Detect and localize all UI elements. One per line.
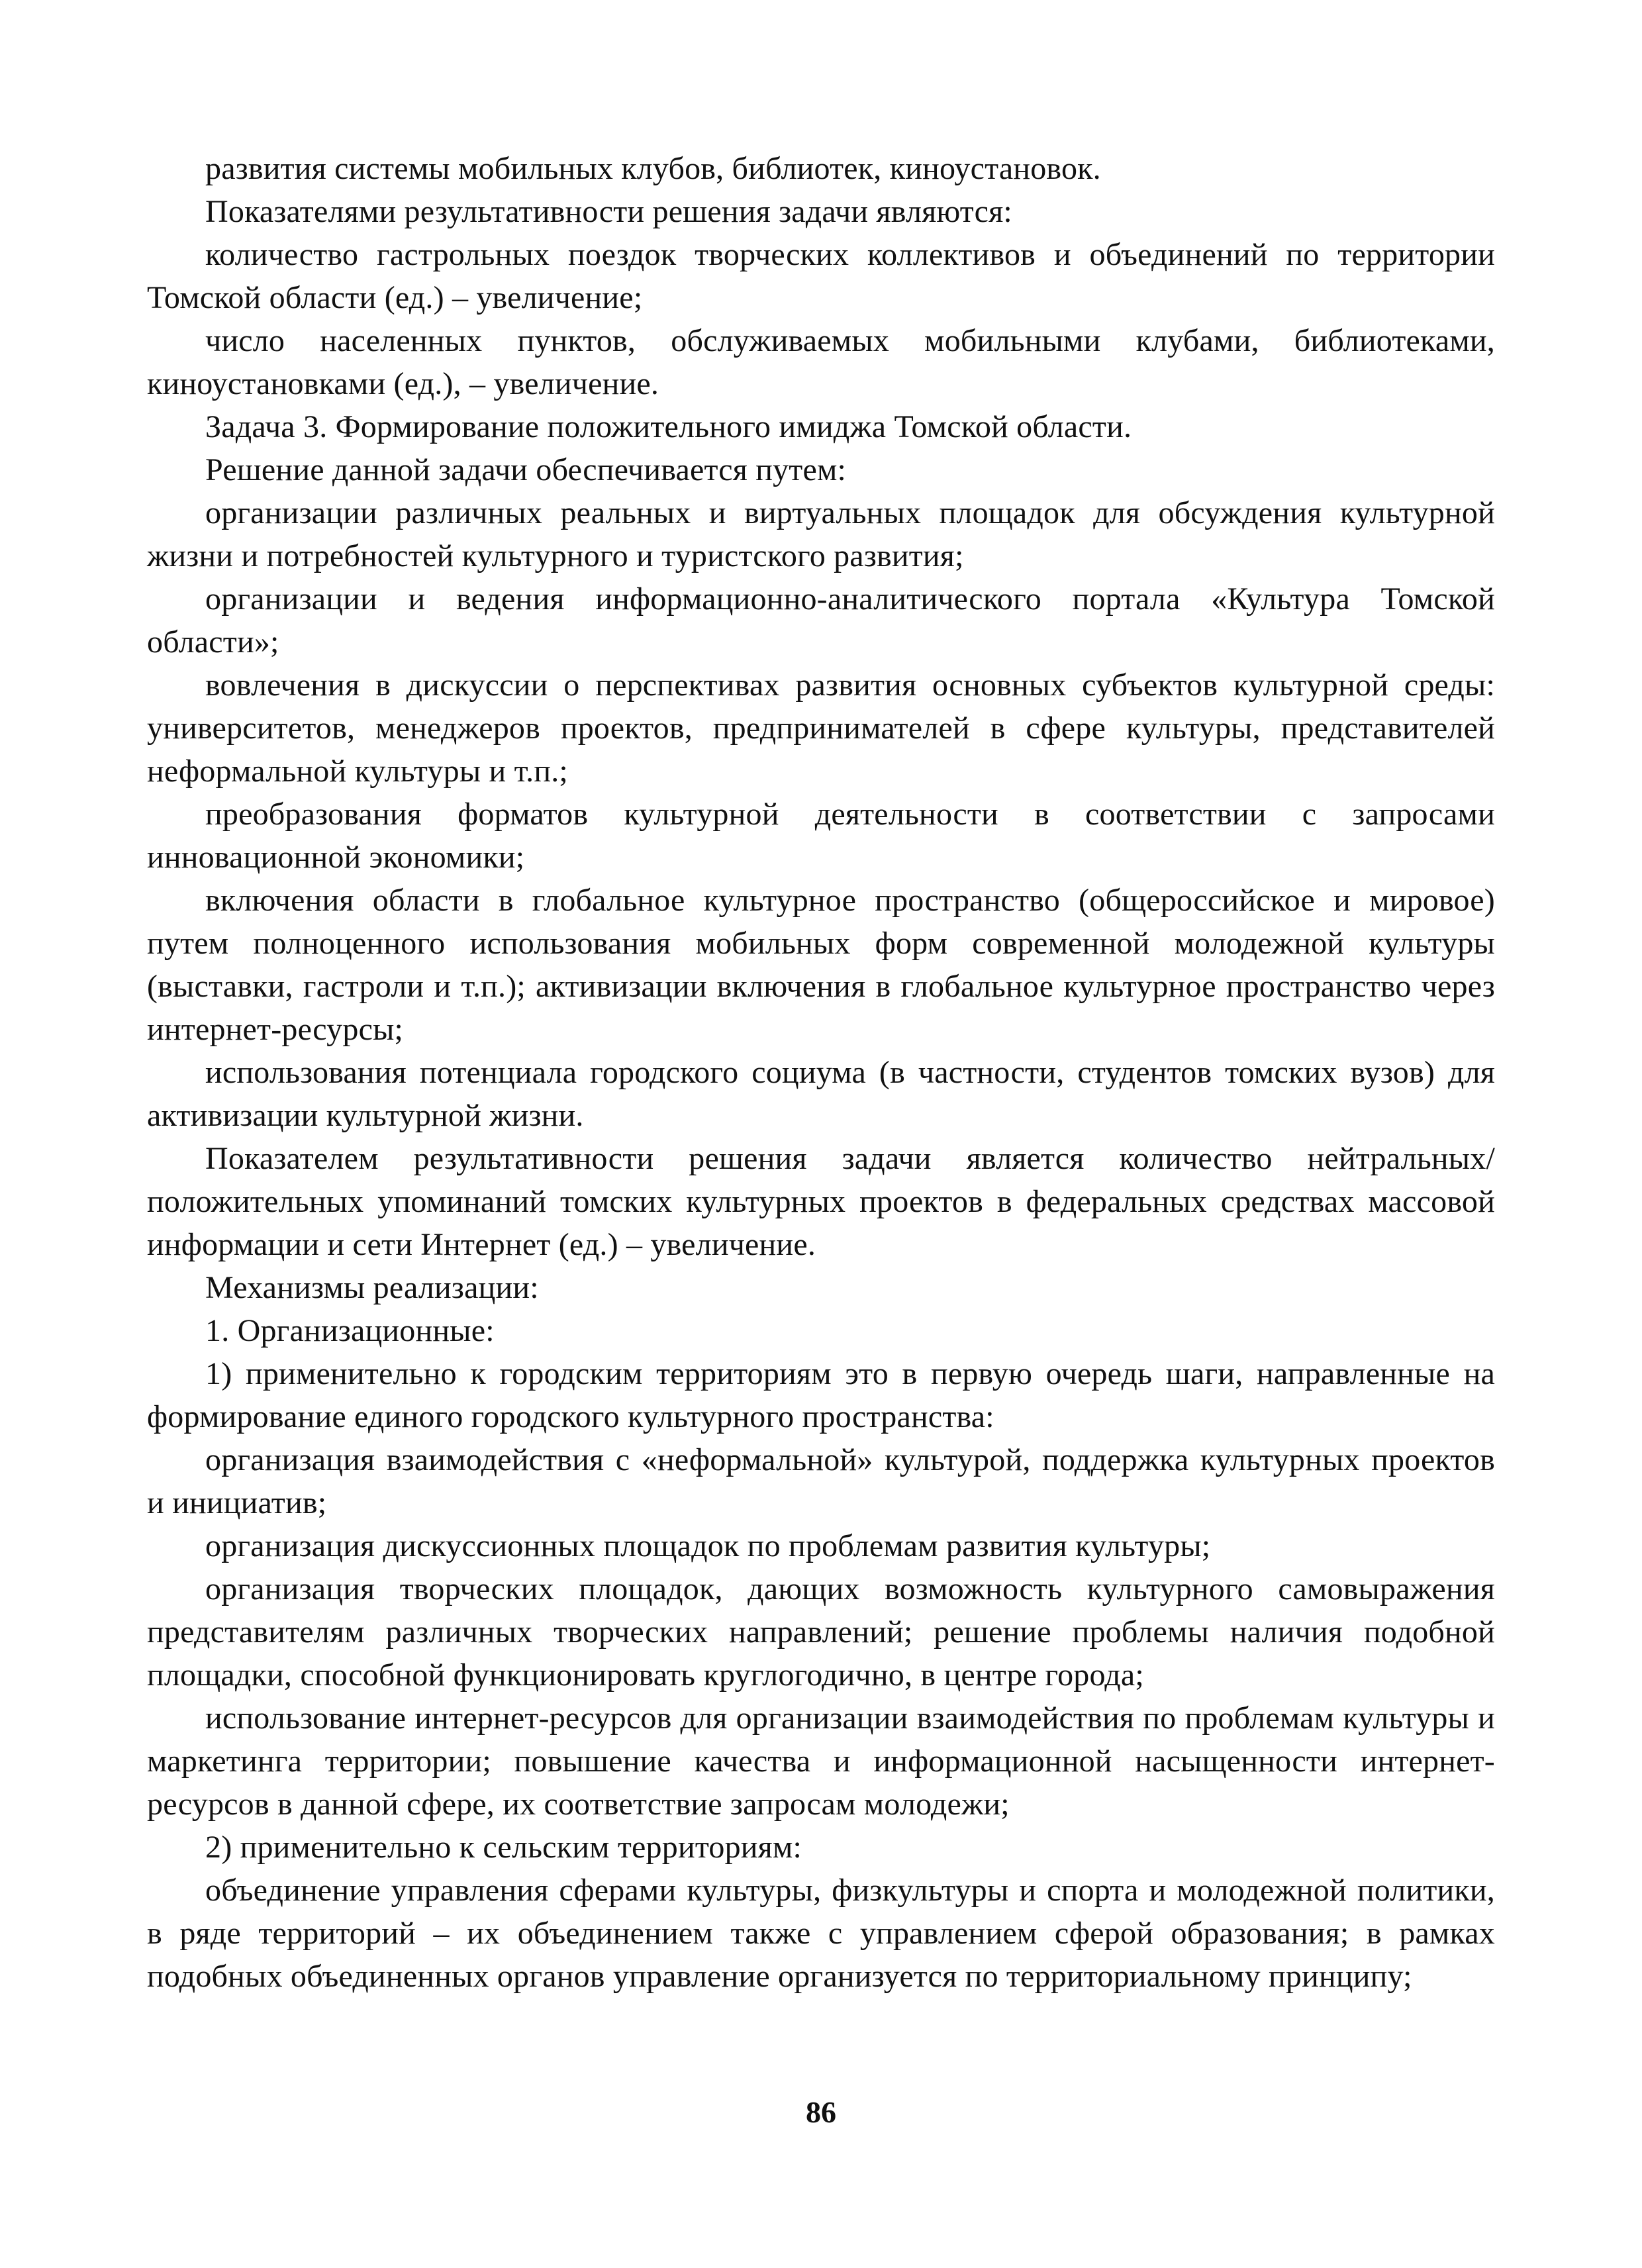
paragraph: Показателем результативности решения задачи является количество нейтральных/положительных упоминаний томских культурных проектов в федеральных средствах массовой информации и сети Интернет (ед.) – увеличение.	[147, 1141, 1495, 1262]
paragraph: организация творческих площадок, дающих возможность культурного самовыражения представителям различных творческих направлений; решение проблемы наличия подобной площадки, способной функционировать круглогодично, в центре города;	[147, 1571, 1495, 1693]
paragraph: количество гастрольных поездок творческих коллективов и объединений по территории Томской области (ед.) – увеличение;	[147, 237, 1495, 315]
page-number: 86	[806, 2095, 836, 2129]
paragraph: организации различных реальных и виртуальных площадок для обсуждения культурной жизни и потребностей культурного и туристского развития;	[147, 495, 1495, 573]
paragraph: преобразования форматов культурной деятельности в соответствии с запросами инновационной экономики;	[147, 797, 1495, 875]
paragraph: объединение управления сферами культуры, физкультуры и спорта и молодежной политики, в ряде территорий – их объединением также с управлением сферой образования; в рамках подобных объединенных органов управление организуется по территориальному принципу;	[147, 1873, 1495, 1994]
paragraph: организации и ведения информационно-аналитического портала «Культура Томской области»;	[147, 581, 1495, 660]
paragraph: вовлечения в дискуссии о перспективах развития основных субъектов культурной среды: университетов, менеджеров проектов, предпринимателей в сфере культуры, представителей неформальной культуры и т.п.;	[147, 667, 1495, 789]
paragraph: число населенных пунктов, обслуживаемых мобильными клубами, библиотеками, киноустановками (ед.), – увеличение.	[147, 323, 1495, 401]
paragraph: Показателями результативности решения задачи являются:	[205, 194, 1012, 229]
paragraph: Решение данной задачи обеспечивается путем:	[205, 452, 847, 487]
paragraph: 2) применительно к сельским территориям:	[205, 1830, 802, 1865]
paragraph: использования потенциала городского социума (в частности, студентов томских вузов) для активизации культурной жизни.	[147, 1055, 1495, 1133]
paragraph: развития системы мобильных клубов, библиотек, киноустановок.	[205, 151, 1101, 186]
paragraph: 1) применительно к городским территориям это в первую очередь шаги, направленные на формирование единого городского культурного пространства:	[147, 1356, 1495, 1434]
paragraph: включения области в глобальное культурное пространство (общероссийское и мировое) путем полноценного использования мобильных форм современной молодежной культуры (выставки, гастроли и т.п.); активизации включения в глобальное культурное пространство через интернет-ресурсы;	[147, 883, 1495, 1047]
paragraph: Механизмы реализации:	[205, 1270, 539, 1305]
body-text	[147, 147, 1495, 1998]
paragraph: 1. Организационные:	[205, 1313, 495, 1348]
paragraph: организация дискуссионных площадок по проблемам развития культуры;	[205, 1528, 1211, 1563]
paragraph: использование интернет-ресурсов для организации взаимодействия по проблемам культуры и маркетинга территории; повышение качества и информационной насыщенности интернет-ресурсов в данной сфере, их соответствие запросам молодежи;	[147, 1701, 1495, 1822]
paragraph: Задача 3. Формирование положительного имиджа Томской области.	[205, 409, 1132, 444]
paragraph: организация взаимодействия с «неформальной» культурой, поддержка культурных проектов и инициатив;	[147, 1442, 1495, 1520]
